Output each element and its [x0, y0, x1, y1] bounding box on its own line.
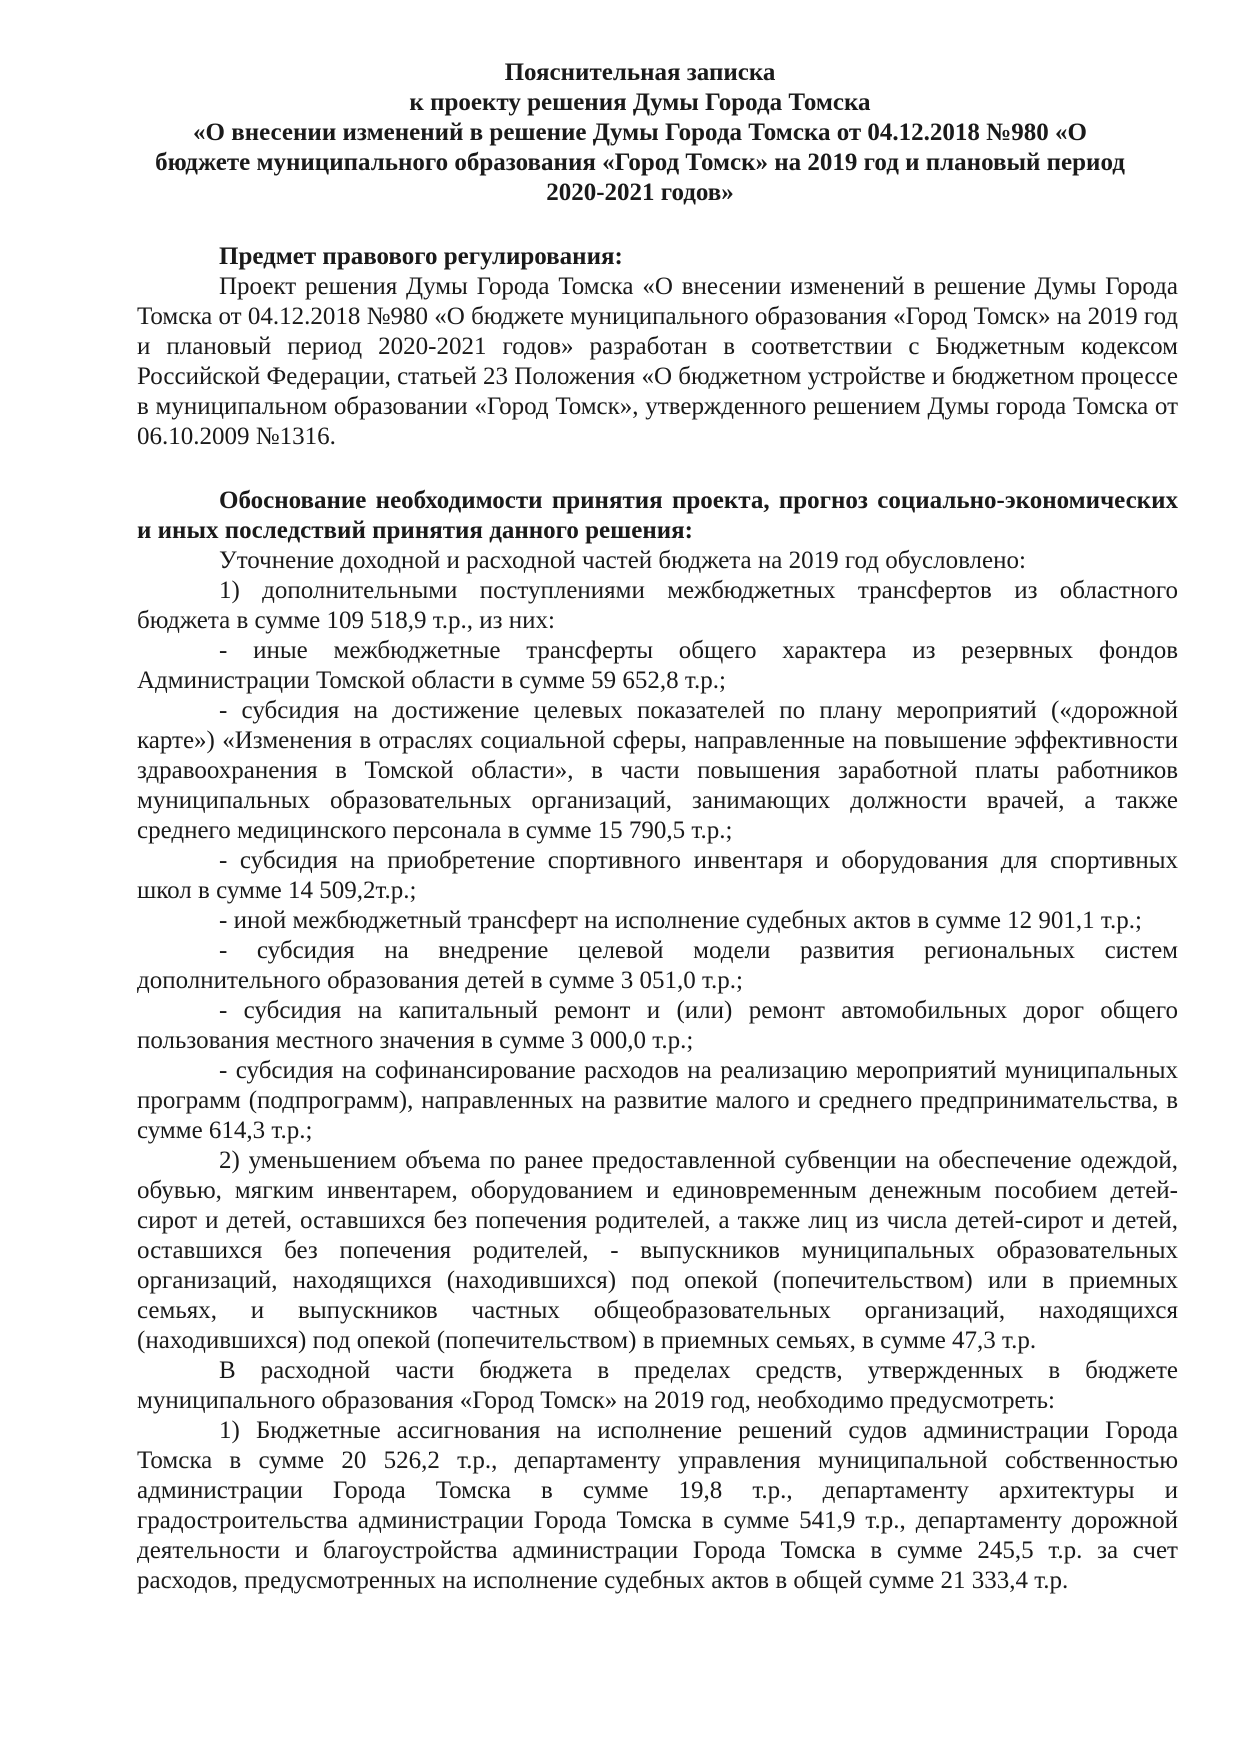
list-item-1: 1) дополнительными поступлениями межбюджетных трансфертов из областного бюджета в сумме 109 518,9 т.р., из них: [137, 577, 1178, 634]
sub-item: - субсидия на приобретение спортивного инвентаря и оборудования для спортивных школ в сумме 14 509,2т.р.; [137, 847, 1178, 904]
expense-item-1: 1) Бюджетные ассигнования на исполнение решений судов администрации Города Томска в сумме 20 526,2 т.р., департаменту управления муниципальной собственностью администрации Города Томска в сумме 19,8 т.р., департаменту архитектуры и градостроительства администрации Города Томска в сумме 541,9 т.р., департаменту дорожной деятельности и благоустройства администрации Города Томска в сумме 245,5 т.р. за счет расходов, предусмотренных на исполнение судебных актов в общей сумме 21 333,4 т.р. [137, 1417, 1178, 1594]
document-body [137, 242, 1178, 1596]
title-line: к проекту решения Думы Города Томска [409, 89, 871, 116]
title-line: Пояснительная записка [504, 59, 776, 86]
section-heading-justification: Обоснование необходимости принятия проекта, прогноз социально-экономических и иных последствий принятия данного решения: [137, 487, 1178, 544]
section-heading-subject: Предмет правового регулирования: [219, 243, 623, 270]
sub-item: - субсидия на достижение целевых показателей по плану мероприятий («дорожной карте») «Изменения в отраслях социальной сферы, направленные на повышение эффективности здравоохранения в Томской области», в части повышения заработной платы работников муниципальных образовательных организаций, занимающих должности врачей, а также среднего медицинского персонала в сумме 15 790,5 т.р.; [137, 697, 1178, 844]
sub-item: - иные межбюджетные трансферты общего характера из резервных фондов Администрации Томской области в сумме 59 652,8 т.р.; [137, 637, 1178, 694]
title-line: бюджете муниципального образования «Город Томск» на 2019 год и плановый период [155, 149, 1125, 176]
title-line: 2020-2021 годов» [546, 179, 734, 206]
paragraph-intro: Уточнение доходной и расходной частей бюджета на 2019 год обусловлено: [219, 547, 1026, 574]
title-line: «О внесении изменений в решение Думы Города Томска от 04.12.2018 №980 «О [193, 119, 1087, 146]
paragraph-subject: Проект решения Думы Города Томска «О внесении изменений в решение Думы Города Томска от 04.12.2018 №980 «О бюджете муниципального образования «Город Томск» на 2019 год и плановый период 2020-2021 годов» разработан в соответствии с Бюджетным кодексом Российской Федерации, статьей 23 Положения «О бюджетном устройстве и бюджетном процессе в муниципальном образовании «Город Томск», утвержденного решением Думы города Томска от 06.10.2009 №1316. [137, 273, 1178, 450]
list-item-2: 2) уменьшением объема по ранее предоставленной субвенции на обеспечение одеждой, обувью, мягким инвентарем, оборудованием и единовременным денежным пособием детей-сирот и детей, оставшихся без попечения родителей, а также лиц из числа детей-сирот и детей, оставшихся без попечения родителей, - выпускников муниципальных образовательных организаций, находящихся (находившихся) под опекой (попечительством) или в приемных семьях, и выпускников частных общеобразовательных организаций, находящихся (находившихся) под опекой (попечительством) в приемных семьях, в сумме 47,3 т.р. [137, 1147, 1178, 1354]
sub-item: - субсидия на внедрение целевой модели развития региональных систем дополнительного образования детей в сумме 3 051,0 т.р.; [137, 937, 1178, 994]
sub-item: - иной межбюджетный трансферт на исполнение судебных актов в сумме 12 901,1 т.р.; [219, 907, 1142, 934]
document-title [140, 58, 1140, 208]
paragraph-expense-intro: В расходной части бюджета в пределах средств, утвержденных в бюджете муниципального образования «Город Томск» на 2019 год, необходимо предусмотреть: [137, 1357, 1178, 1414]
sub-item: - субсидия на софинансирование расходов на реализацию мероприятий муниципальных программ (подпрограмм), направленных на развитие малого и среднего предпринимательства, в сумме 614,3 т.р.; [137, 1057, 1178, 1144]
sub-item: - субсидия на капитальный ремонт и (или) ремонт автомобильных дорог общего пользования местного значения в сумме 3 000,0 т.р.; [137, 997, 1178, 1054]
